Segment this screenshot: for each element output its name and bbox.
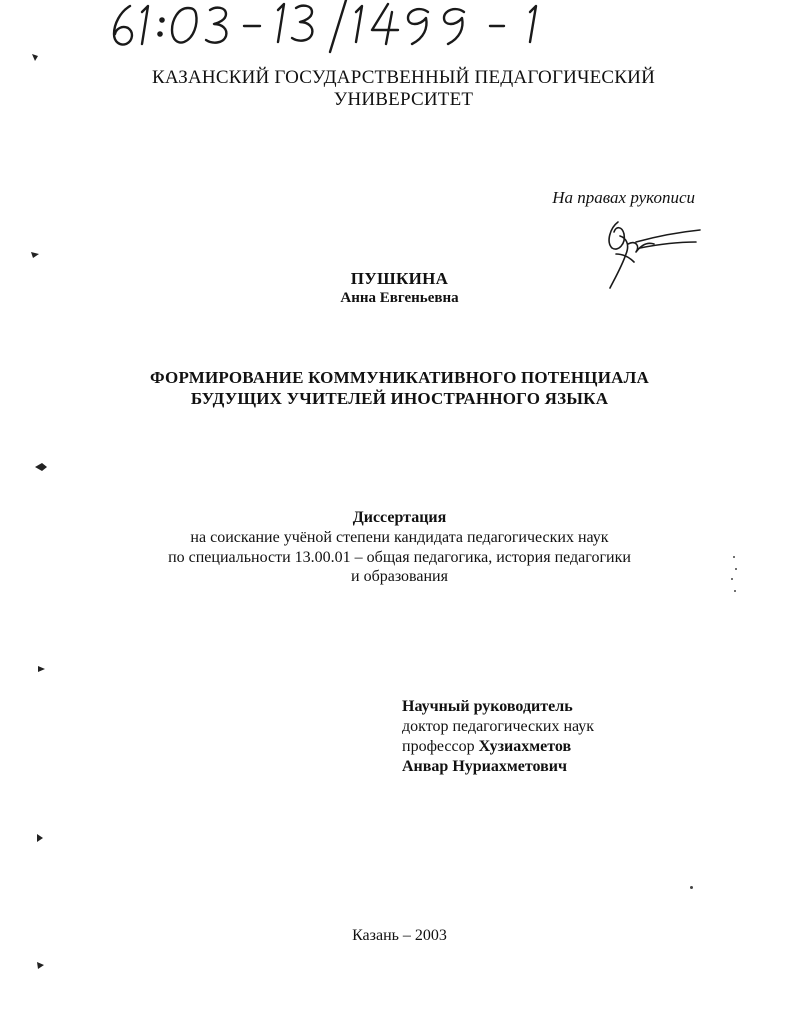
margin-punch-mark — [36, 664, 46, 674]
margin-punch-mark — [35, 833, 45, 843]
scan-speck — [690, 886, 693, 889]
supervisor-name: Анвар Нуриахметович — [402, 758, 568, 775]
handwritten-archive-code — [108, 0, 578, 54]
university-name-line1: КАЗАНСКИЙ ГОСУДАРСТВЕННЫЙ ПЕДАГОГИЧЕСКИЙ — [151, 67, 656, 88]
supervisor-heading: Научный руководитель — [402, 698, 573, 715]
supervisor-rank-line — [402, 738, 571, 756]
margin-punch-mark — [30, 249, 40, 259]
dissertation-kind: Диссертация — [352, 509, 447, 526]
supervisor-rank: профессор — [402, 738, 475, 755]
supervisor-degree: доктор педагогических наук — [402, 718, 595, 735]
supervisor-surname: Хузиахметов — [478, 738, 572, 755]
dissertation-specialty-line: по специальности 13.00.01 – общая педагогика, история педагогики — [168, 549, 631, 566]
dissertation-degree-line: на соискание учёной степени кандидата педагогических наук — [190, 529, 609, 546]
margin-punch-mark — [34, 462, 48, 472]
scan-speck — [734, 590, 736, 592]
author-name: Анна Евгеньевна — [340, 290, 459, 306]
dissertation-specialty-continued: и образования — [351, 568, 448, 585]
city-year: Казань – 2003 — [352, 927, 447, 944]
author-surname: ПУШКИНА — [350, 269, 449, 288]
manuscript-rights-note: На правах рукописи — [552, 188, 695, 207]
thesis-title-line2: БУДУЩИХ УЧИТЕЛЕЙ ИНОСТРАННОГО ЯЗЫКА — [190, 389, 609, 408]
university-name-line2: УНИВЕРСИТЕТ — [333, 89, 474, 110]
thesis-title-line1: ФОРМИРОВАНИЕ КОММУНИКАТИВНОГО ПОТЕНЦИАЛА — [150, 368, 649, 387]
margin-punch-mark — [30, 52, 40, 62]
margin-punch-mark — [35, 960, 45, 970]
